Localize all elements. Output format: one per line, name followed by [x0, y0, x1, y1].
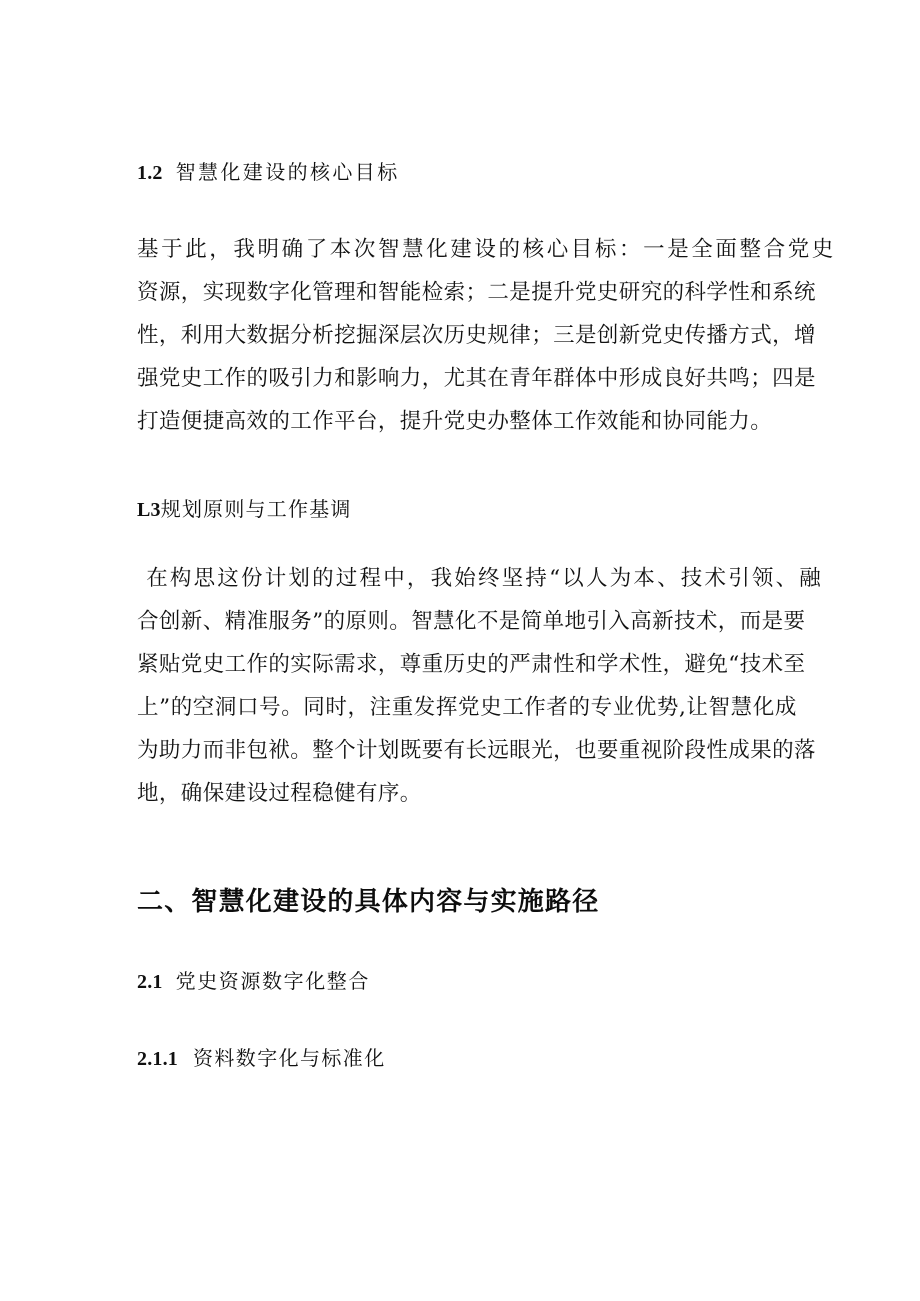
paragraph-line: [137, 729, 823, 772]
heading-2-1-title: 党史资源数字化整合: [175, 969, 371, 993]
paragraph-line-text: 合创新、精准服务”的原则。智慧化不是简单地引入高新技术，而是要: [137, 609, 806, 634]
paragraph-line-text: 资源，实现数字化管理和智能检索；二是提升党史研究的科学性和系统: [137, 280, 816, 305]
paragraph-line: [137, 314, 823, 357]
paragraph-line: [137, 228, 836, 271]
paragraph-line-text: 基于此，我明确了本次智慧化建设的核心目标：一是全面整合党史: [137, 237, 836, 262]
paragraph-line-text: 强党史工作的吸引力和影响力，尤其在青年群体中形成良好共鸣；四是: [137, 366, 816, 391]
paragraph-line-text: 在构思这份计划的过程中，我始终坚持“以人为本、技术引领、融: [146, 566, 823, 591]
first-line-indent: [137, 557, 146, 600]
paragraph-line-text: 地，确保建设过程稳健有序。: [137, 781, 422, 806]
paragraph-line: [137, 357, 823, 400]
paragraph-planning-principles: [137, 557, 823, 815]
heading-1-2-number: 1.2: [137, 162, 163, 184]
heading-l3: [137, 494, 352, 525]
heading-2-1-1-title: 资料数字化与标准化: [193, 1046, 386, 1070]
heading-l3-title: 规划原则与工作基调: [160, 497, 352, 521]
heading-2-1: [137, 966, 370, 997]
paragraph-line: [137, 643, 823, 686]
heading-2-1-1: [137, 1043, 386, 1074]
paragraph-line: [137, 600, 823, 643]
paragraph-core-objectives: [137, 228, 836, 443]
paragraph-line: [137, 271, 823, 314]
heading-l3-number: L3: [137, 499, 161, 521]
paragraph-line-text: 性，利用大数据分析挖掘深层次历史规律；三是创新党史传播方式，增: [137, 323, 816, 348]
paragraph-line-text: 打造便捷高效的工作平台，提升党史办整体工作效能和协同能力。: [137, 409, 773, 434]
paragraph-line-text: 紧贴党史工作的实际需求，尊重历史的严肃性和学术性，避免“技术至: [137, 652, 806, 677]
paragraph-line-text: 为助力而非包袱。整个计划既要有长远眼光，也要重视阶段性成果的落: [137, 738, 816, 763]
paragraph-line-text: 上”的空洞口号。同时，注重发挥党史工作者的专业优势,让智慧化成: [137, 695, 797, 720]
heading-1-2-title: 智慧化建设的核心目标: [175, 160, 400, 184]
heading-2-1-number: 2.1: [137, 971, 163, 993]
paragraph-line: [137, 400, 823, 443]
paragraph-line: [137, 686, 823, 729]
heading-1-2: [137, 157, 400, 188]
paragraph-line: [137, 772, 823, 815]
heading-section-2: 二、智慧化建设的具体内容与实施路径: [137, 887, 600, 917]
paragraph-line: [137, 557, 823, 600]
heading-2-1-1-number: 2.1.1: [137, 1048, 178, 1070]
